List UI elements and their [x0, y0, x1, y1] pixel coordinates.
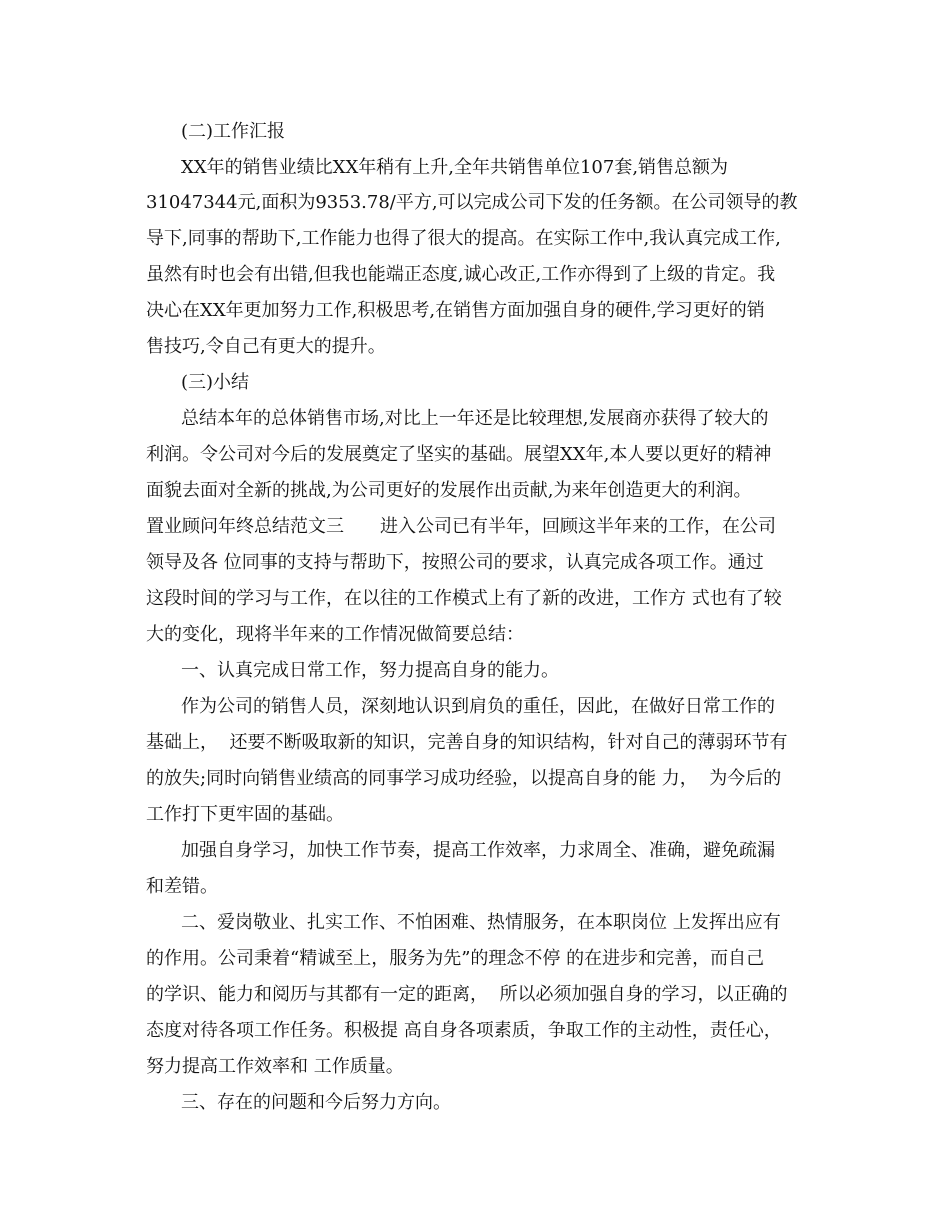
paragraph-line: 置业顾问年终总结范文三 进入公司已有半年，回顾这半年来的工作，在公司 [146, 516, 776, 537]
paragraph-line: 的放失;同时向销售业绩高的同事学习成功经验，以提高自身的能 力， 为今后的 [146, 768, 782, 789]
section-heading-work-report: (二)工作汇报 [181, 121, 286, 142]
paragraph-line: 的作用。公司秉着“精诚至上，服务为先”的理念不停 的在进步和完善，而自己 [146, 948, 765, 969]
paragraph-line: 决心在XX年更加努力工作,积极思考,在销售方面加强自身的硬件,学习更好的销 [146, 300, 765, 321]
paragraph-line: 态度对待各项工作任务。积极提 高自身各项素质，争取工作的主动性，责任心， [146, 1020, 782, 1041]
paragraph-line: 售技巧,令自己有更大的提升。 [146, 336, 386, 357]
paragraph-line: 作为公司的销售人员，深刻地认识到肩负的重任，因此，在做好日常工作的 [181, 696, 775, 717]
paragraph-line: 导下,同事的帮助下,工作能力也得了很大的提高。在实际工作中,我认真完成工作, [146, 228, 781, 249]
paragraph-line: 和差错。 [146, 876, 218, 897]
section-heading-one: 一、认真完成日常工作，努力提高自身的能力。 [181, 660, 559, 681]
paragraph-line: 的学识、能力和阅历与其都有一定的距离， 所以必须加强自身的学习，以正确的 [146, 984, 788, 1005]
section-heading-summary: (三)小结 [181, 372, 250, 393]
section-heading-three: 三、存在的问题和今后努力方向。 [181, 1092, 451, 1113]
paragraph-line: 虽然有时也会有出错,但我也能端正态度,诚心改正,工作亦得到了上级的肯定。我 [146, 264, 776, 285]
paragraph-line: 面貌去面对全新的挑战,为公司更好的发展作出贡献,为来年创造更大的利润。 [146, 480, 752, 501]
paragraph-line: 大的变化，现将半年来的工作情况做简要总结： [146, 624, 524, 645]
paragraph-line: 这段时间的学习与工作，在以往的工作模式上有了新的改进，工作方 式也有了较 [146, 588, 782, 609]
paragraph-line: 基础上， 还要不断吸取新的知识，完善自身的知识结构，针对自己的薄弱环节有 [146, 732, 788, 753]
paragraph-line: 领导及各 位同事的支持与帮助下，按照公司的要求，认真完成各项工作。通过 [146, 552, 764, 573]
paragraph-line: 利润。令公司对今后的发展奠定了坚实的基础。展望XX年,本人要以更好的精神 [146, 444, 772, 465]
paragraph-line: 加强自身学习，加快工作节奏，提高工作效率，力求周全、准确，避免疏漏 [181, 840, 775, 861]
paragraph-line: 31047344元,面积为9353.78/平方,可以完成公司下发的任务额。在公司领导的教 [146, 192, 798, 213]
paragraph-line: 总结本年的总体销售市场,对比上一年还是比较理想,发展商亦获得了较大的 [181, 408, 769, 429]
paragraph-line: XX年的销售业绩比XX年稍有上升,全年共销售单位107套,销售总额为 [181, 157, 729, 178]
paragraph-line: 工作打下更牢固的基础。 [146, 804, 344, 825]
section-heading-two: 二、爱岗敬业、扎实工作、不怕困难、热情服务，在本职岗位 上发挥出应有 [181, 912, 781, 933]
paragraph-line: 努力提高工作效率和 工作质量。 [146, 1056, 404, 1077]
